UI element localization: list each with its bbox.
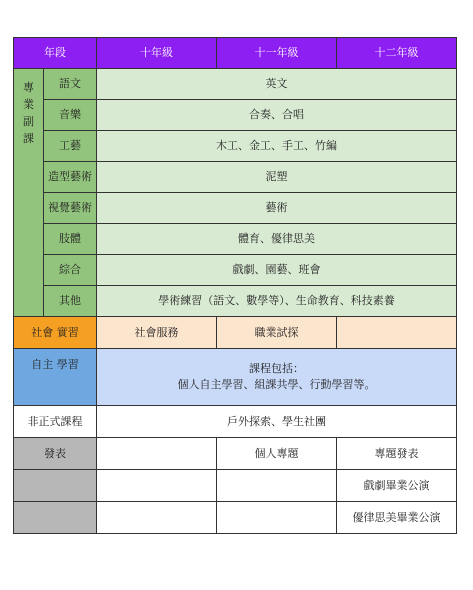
group-char: 業 (23, 98, 34, 111)
group-char: 課 (23, 132, 34, 145)
subject-label: 其他 (44, 286, 97, 317)
specialized-row (14, 131, 457, 162)
social-grade12 (337, 317, 457, 349)
presentation-grade11 (217, 502, 337, 534)
self-study-line2: 個人自主學習、組課共學、行動學習等。 (177, 378, 376, 391)
presentation-grade12: 優律思美畢業公演 (337, 502, 457, 534)
specialized-row (14, 255, 457, 286)
curriculum-table (13, 37, 457, 534)
social-practice-label: 社會 實習 (14, 317, 97, 349)
subject-content: 英文 (97, 69, 457, 100)
presentation-label-blank (14, 502, 97, 534)
presentation-grade10 (97, 438, 217, 470)
specialized-row (14, 286, 457, 317)
social-grade11: 職業試探 (217, 317, 337, 349)
subject-content: 戲劇、園藝、班會 (97, 255, 457, 286)
presentation-label: 發表 (14, 438, 97, 470)
presentation-row (14, 470, 457, 502)
presentation-label-blank (14, 470, 97, 502)
specialized-group-label (14, 69, 44, 317)
subject-content: 合奏、合唱 (97, 100, 457, 131)
specialized-row (14, 100, 457, 131)
subject-label: 綜合 (44, 255, 97, 286)
presentation-row (14, 502, 457, 534)
presentation-grade10 (97, 470, 217, 502)
header-grade-label: 年段 (14, 38, 97, 69)
header-grade11: 十一年級 (217, 38, 337, 69)
subject-label: 語文 (44, 69, 97, 100)
presentation-grade11: 個人專題 (217, 438, 337, 470)
social-practice-row (14, 317, 457, 349)
header-grade12: 十二年級 (337, 38, 457, 69)
presentation-grade12: 戲劇畢業公演 (337, 470, 457, 502)
informal-row (14, 406, 457, 438)
header-row (14, 38, 457, 69)
group-char: 副 (23, 115, 34, 128)
subject-content: 藝術 (97, 193, 457, 224)
subject-label: 視覺藝術 (44, 193, 97, 224)
specialized-row (14, 224, 457, 255)
presentation-row (14, 438, 457, 470)
self-study-row (14, 349, 457, 406)
subject-content: 學術練習（語文、數學等）、生命教育、科技素養 (97, 286, 457, 317)
subject-content: 木工、金工、手工、竹編 (97, 131, 457, 162)
self-study-label: 自主 學習 (14, 349, 97, 406)
specialized-row (14, 162, 457, 193)
presentation-grade12: 專題發表 (337, 438, 457, 470)
specialized-row (14, 193, 457, 224)
social-grade10: 社會服務 (97, 317, 217, 349)
informal-label: 非正式課程 (14, 406, 97, 438)
informal-content: 戶外探索、學生社團 (97, 406, 457, 438)
specialized-row (14, 69, 457, 100)
subject-label: 音樂 (44, 100, 97, 131)
group-char: 專 (23, 81, 34, 94)
subject-content: 體育、優律思美 (97, 224, 457, 255)
subject-label: 肢體 (44, 224, 97, 255)
header-grade10: 十年級 (97, 38, 217, 69)
self-study-line1: 課程包括： (249, 362, 304, 375)
subject-label: 造型藝術 (44, 162, 97, 193)
presentation-grade11 (217, 470, 337, 502)
subject-label: 工藝 (44, 131, 97, 162)
subject-content: 泥塑 (97, 162, 457, 193)
self-study-content (97, 349, 457, 406)
presentation-grade10 (97, 502, 217, 534)
